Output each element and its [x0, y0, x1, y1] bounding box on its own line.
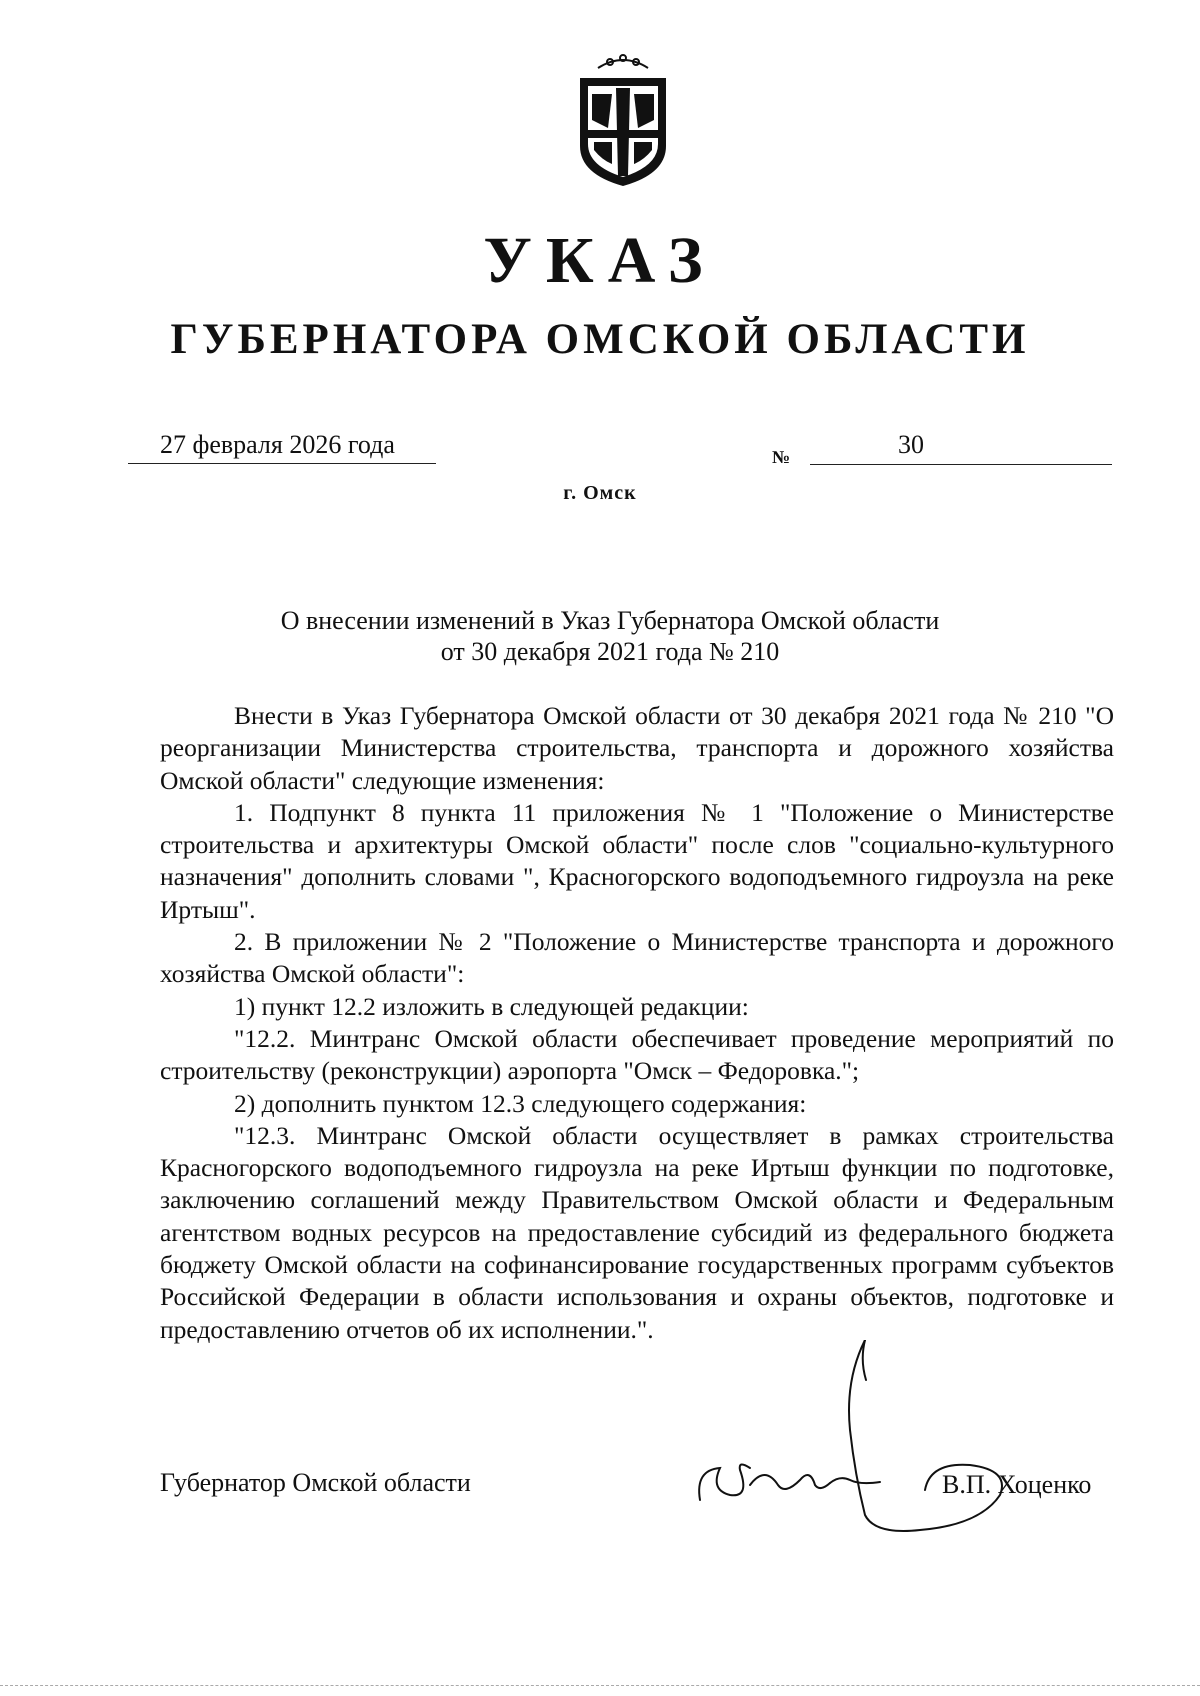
coat-of-arms-icon: [568, 50, 678, 190]
date-underline: [128, 463, 436, 464]
body-paragraph: 1) пункт 12.2 изложить в следующей редакции:: [234, 991, 749, 1021]
signer-name: В.П. Хоценко: [942, 1470, 1092, 1499]
body-paragraph: 2) дополнить пунктом 12.3 следующего содержания:: [234, 1088, 807, 1118]
document-number: 30: [898, 430, 924, 459]
page-bottom-divider: [0, 1685, 1200, 1686]
document-city: г. Омск: [563, 482, 637, 504]
document-title: УКАЗ: [483, 224, 717, 297]
number-sign: №: [772, 447, 791, 467]
document-body: [160, 700, 1114, 1346]
signer-title: Губернатор Омской области: [160, 1468, 471, 1497]
body-paragraph: 2. В приложении № 2 "Положение о Министерстве транспорта и дорожного хозяйства Омской области":: [160, 927, 1114, 989]
body-paragraph: Внести в Указ Губернатора Омской области от 30 декабря 2021 года № 210 "О реорганизации Министерства строительства, транспорта и дорожного хозяйства Омской области" следующие изменения:: [160, 701, 1114, 795]
document-heading: [220, 605, 1000, 667]
body-paragraph: 1. Подпункт 8 пункта 11 приложения № 1 "Положение о Министерстве строительства и архитектуры Омской области" после слов "социально-культурного назначения" дополнить словами ", Красногорского водоподъемного гидроузла на реке Иртыш".: [160, 797, 1114, 924]
body-paragraph: "12.2. Минтранс Омской области обеспечивает проведение мероприятий по строительству (реконструкции) аэропорта "Омск – Федоровка.";: [160, 1023, 1114, 1086]
document-subtitle: ГУБЕРНАТОРА ОМСКОЙ ОБЛАСТИ: [170, 316, 1030, 363]
heading-line-1: О внесении изменений в Указ Губернатора Омской области: [280, 606, 940, 635]
heading-line-2: от 30 декабря 2021 года № 210: [440, 637, 780, 666]
handwritten-signature-icon: [690, 1340, 1090, 1540]
body-paragraph: "12.3. Минтранс Омской области осуществляет в рамках строительства Красногорского водоподъемного гидроузла на реке Иртыш функции по подготовке, заключению соглашений между Правительством Омской области и Федеральным агентством водных ресурсов на предоставление субсидий из федерального бюджета бюджету Омской области на софинансирование государственных программ субъектов Российской Федерации в области использования и охраны объектов, подготовке и предоставлению отчетов об их исполнении.".: [160, 1120, 1114, 1344]
number-underline: [810, 464, 1112, 465]
document-date: 27 февраля 2026 года: [160, 430, 395, 459]
